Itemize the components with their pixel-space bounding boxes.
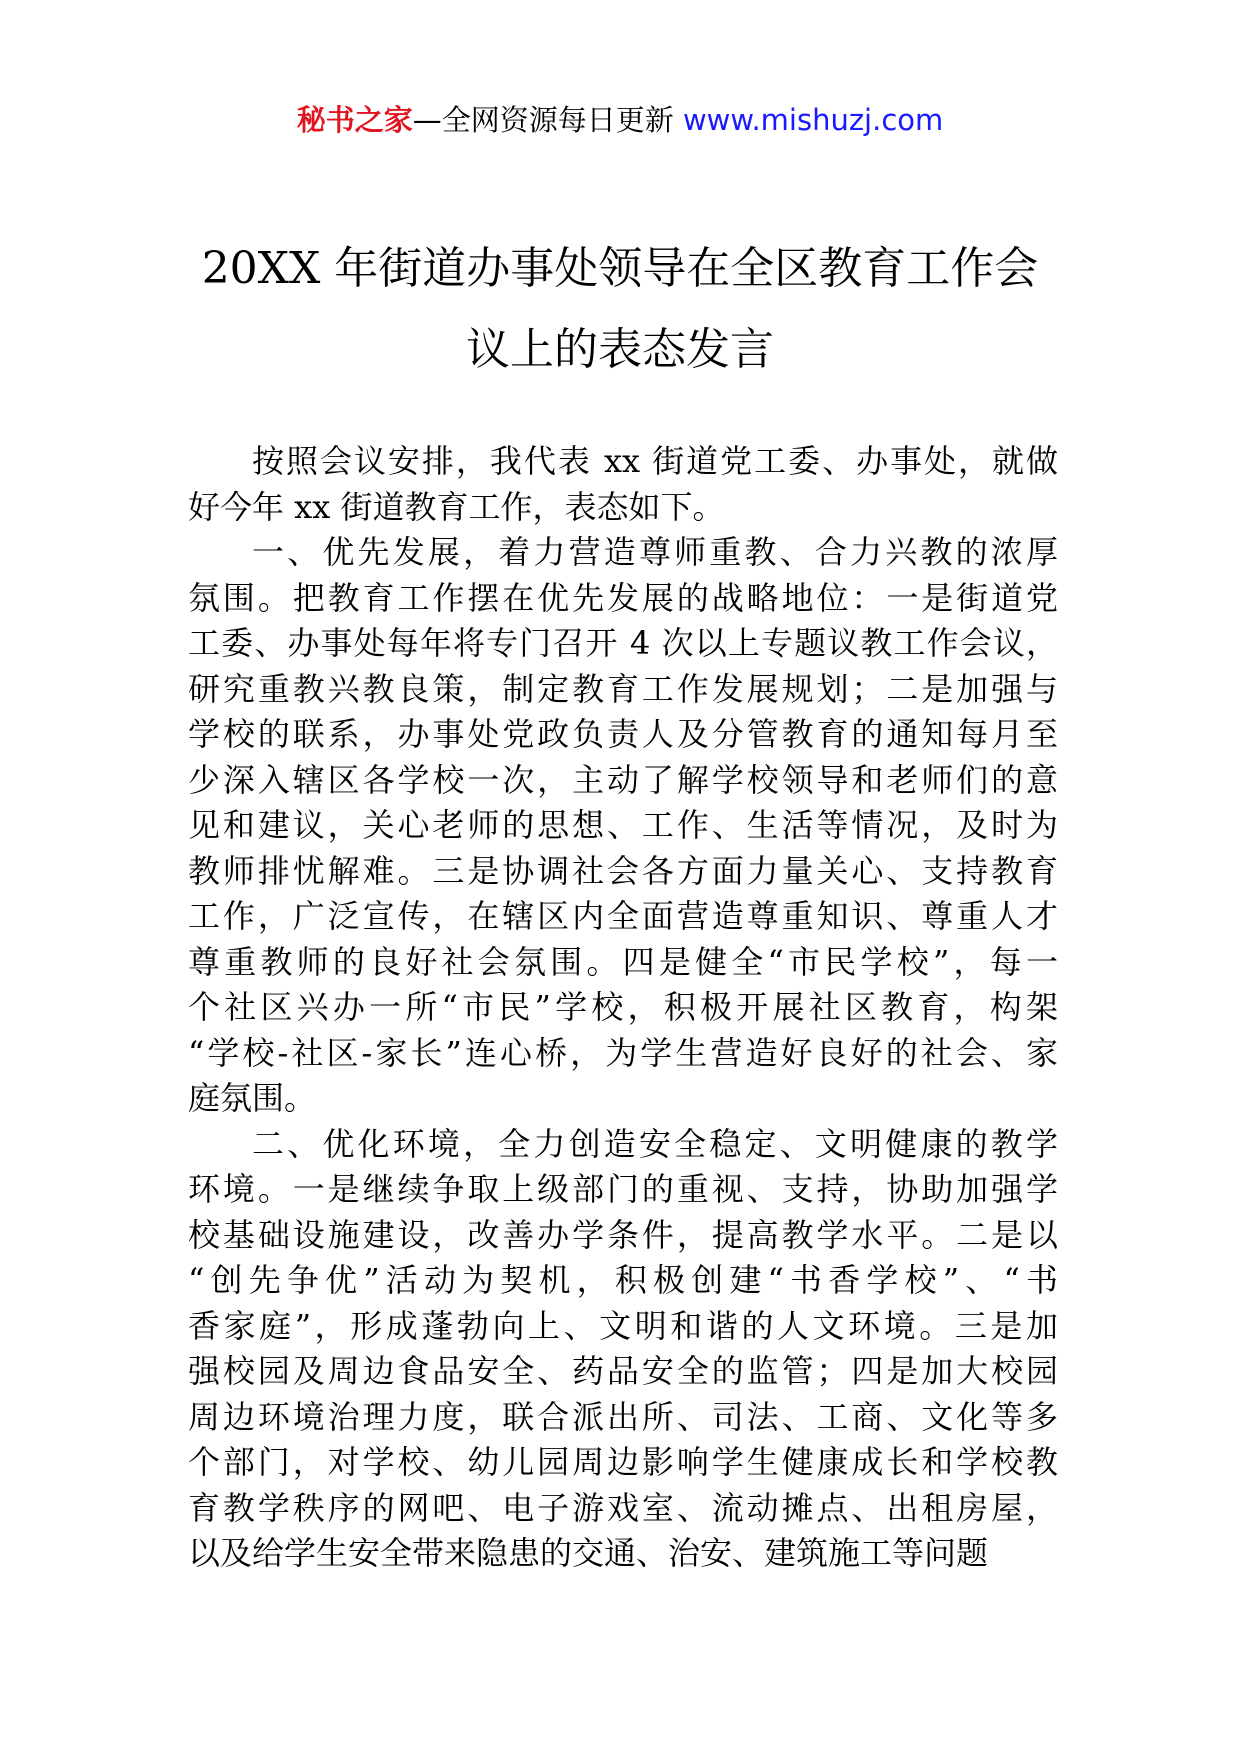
paragraph-line: “创先争优”活动为契机，积极创建“书香学校”、“书 [188,1261,1058,1299]
paragraph-line: 校基础设施建设，改善办学条件，提高教学水平。二是以 [188,1215,1058,1254]
document-title [150,228,1090,390]
body-paragraph [188,439,1058,530]
body-paragraph [188,530,1058,1122]
paragraph-line: 周边环境治理力度，联合派出所、司法、工商、文化等多 [188,1397,1058,1436]
paragraph-line: 二、优化环境，全力创造安全稳定、文明健康的教学 [252,1124,1058,1163]
site-url-link[interactable]: www.mishuzj.com [682,103,944,137]
paragraph-line: 少深入辖区各学校一次，主动了解学校领导和老师们的意 [188,760,1058,799]
paragraph-line: “学校-社区-家长”连心桥，为学生营造好良好的社会、家 [188,1033,1058,1072]
paragraph-line: 个社区兴办一所“市民”学校，积极开展社区教育，构架 [188,988,1058,1026]
paragraph-line: 工作，广泛宣传，在辖区内全面营造尊重知识、尊重人才 [188,897,1058,935]
paragraph-line: 氛围。把教育工作摆在优先发展的战略地位：一是街道党 [188,578,1058,617]
paragraph-line: 香家庭”，形成蓬勃向上、文明和谐的人文环境。三是加 [188,1306,1058,1345]
paragraph-line: 研究重教兴教良策，制定教育工作发展规划；二是加强与 [188,669,1058,708]
paragraph-line: 按照会议安排，我代表 xx 街道党工委、办事处，就做 [252,442,1058,480]
document-body [188,439,1058,1577]
body-paragraph [188,1122,1058,1577]
brand-name: 秘书之家 [296,103,413,137]
site-header [0,100,1240,140]
paragraph-line: 见和建议，关心老师的思想、工作、生活等情况，及时为 [188,806,1058,844]
title-line-2: 议上的表态发言 [466,324,774,375]
paragraph-line: 好今年 xx 街道教育工作，表态如下。 [188,487,725,526]
paragraph-line: 尊重教师的良好社会氛围。四是健全“市民学校”，每一 [188,942,1058,981]
paragraph-line: 强校园及周边食品安全、药品安全的监管；四是加大校园 [188,1352,1058,1390]
paragraph-line: 以及给学生安全带来隐患的交通、治安、建筑施工等问题 [188,1534,989,1572]
paragraph-line: 教师排忧解难。三是协调社会各方面力量关心、支持教育 [188,851,1058,890]
paragraph-line: 环境。一是继续争取上级部门的重视、支持，协助加强学 [188,1170,1058,1208]
paragraph-line: 一、优先发展，着力营造尊师重教、合力兴教的浓厚 [252,533,1058,571]
paragraph-line: 育教学秩序的网吧、电子游戏室、流动摊点、出租房屋， [188,1488,1058,1527]
paragraph-line: 工委、办事处每年将专门召开 4 次以上专题议教工作会议， [188,624,1058,662]
paragraph-line: 庭氛围。 [188,1079,317,1117]
paragraph-line: 学校的联系，办事处党政负责人及分管教育的通知每月至 [188,715,1058,753]
paragraph-line: 个部门，对学校、幼儿园周边影响学生健康成长和学校教 [188,1443,1058,1481]
title-line-1: 20XX 年街道办事处领导在全区教育工作会 [201,243,1039,294]
header-tagline: —全网资源每日更新 [412,103,674,137]
